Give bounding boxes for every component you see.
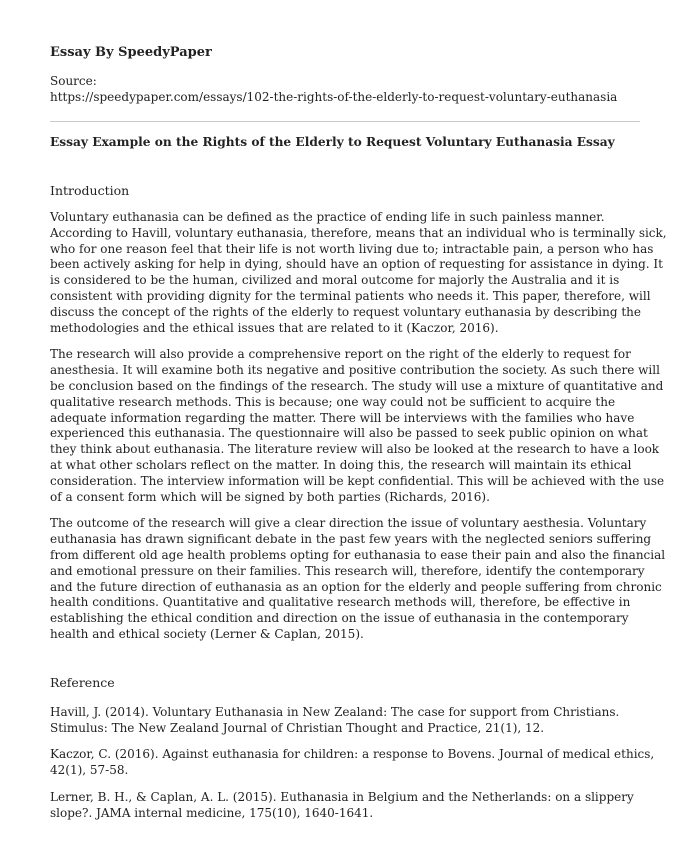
reference-line: Kaczor, C. (2016). Against euthanasia for children: a response to Bovens. Journal of medical ethics, bbox=[50, 747, 655, 762]
paragraph-line: from different old age health problems opting for euthanasia to ease their pain and also the financial bbox=[50, 547, 666, 562]
paragraph-line: consistent with providing dignity for the terminal patients who needs it. This paper, therefore, will bbox=[50, 288, 651, 303]
essay-title: Essay Example on the Rights of the Elderly to Request Voluntary Euthanasia Essay bbox=[50, 135, 615, 149]
paragraph-line: who for one reason feel that their life is not worth living due to; intractable pain, a person who has bbox=[50, 241, 654, 256]
reference-item bbox=[50, 790, 640, 822]
reference-item bbox=[50, 747, 655, 779]
reference-item bbox=[50, 705, 640, 737]
reference-line: slope?. JAMA internal medicine, 175(10), 1640-1641. bbox=[50, 805, 374, 820]
reference-heading: Reference bbox=[50, 674, 115, 690]
brand-title: Essay By SpeedyPaper bbox=[50, 45, 212, 60]
paragraph-line: at what other scholars reflect on the matter. In doing this, the research will maintain its ethical bbox=[50, 457, 632, 472]
paragraph-line: they think about euthanasia. The literature review will also be looked at the research to have a look bbox=[50, 442, 660, 457]
paragraph-line: According to Havill, voluntary euthanasia, therefore, means that an individual who is terminally sick, bbox=[50, 225, 667, 240]
document-page bbox=[50, 44, 667, 833]
paragraph-3 bbox=[50, 516, 666, 642]
paragraph-line: of a consent form which will be signed by both parties (Richards, 2016). bbox=[50, 489, 490, 504]
reference-line: Lerner, B. H., & Caplan, A. L. (2015). Euthanasia in Belgium and the Netherlands: on a slippery bbox=[50, 789, 634, 804]
source-label: Source: bbox=[50, 74, 97, 88]
header-divider bbox=[50, 121, 640, 122]
intro-heading: Introduction bbox=[50, 183, 130, 198]
paragraph-line: establishing the ethical condition and direction on the issue of euthanasia in the contemporary bbox=[50, 611, 629, 626]
paragraph-line: is considered to be the human, civilized and moral outcome for majorly the Australia and it is bbox=[50, 273, 620, 288]
paragraph-line: consideration. The interview information will be kept confidential. This will be achieved with the use bbox=[50, 473, 665, 488]
paragraph-1 bbox=[50, 210, 667, 336]
paragraph-line: The research will also provide a comprehensive report on the right of the elderly to request for bbox=[50, 347, 631, 362]
reference-line: Stimulus: The New Zealand Journal of Christian Thought and Practice, 21(1), 12. bbox=[50, 720, 545, 735]
paragraph-line: health conditions. Quantitative and qualitative research methods will, therefore, be effective in bbox=[50, 595, 631, 610]
paragraph-line: discuss the concept of the rights of the elderly to request voluntary euthanasia by describing the bbox=[50, 304, 642, 319]
paragraph-line: euthanasia has drawn significant debate in the past few years with the neglected seniors suffering bbox=[50, 532, 652, 547]
paragraph-line: be conclusion based on the findings of the research. The study will use a mixture of quantitative and bbox=[50, 378, 664, 393]
paragraph-line: The outcome of the research will give a clear direction the issue of voluntary aesthesia. Voluntary bbox=[50, 516, 647, 531]
paragraph-line: experienced this euthanasia. The questionnaire will also be passed to seek public opinion on what bbox=[50, 426, 648, 441]
reference-line: 42(1), 57-58. bbox=[50, 763, 129, 778]
source-url[interactable]: https://speedypaper.com/essays/102-the-rights-of-the-elderly-to-request-voluntary-euthanasia bbox=[50, 90, 618, 104]
paragraph-line: and emotional pressure on their families. This research will, therefore, identify the contemporary bbox=[50, 563, 645, 578]
paragraph-2 bbox=[50, 347, 665, 505]
paragraph-line: and the future direction of euthanasia as an option for the elderly and people suffering from chronic bbox=[50, 579, 662, 594]
paragraph-line: been actively asking for help in dying, should have an option of requesting for assistance in dying. It bbox=[50, 257, 663, 272]
paragraph-line: adequate information regarding the matter. There will be interviews with the families who have bbox=[50, 410, 635, 425]
reference-line: Havill, J. (2014). Voluntary Euthanasia in New Zealand: The case for support from Christians. bbox=[50, 704, 620, 719]
paragraph-line: health and ethical society (Lerner & Caplan, 2015). bbox=[50, 626, 364, 641]
paragraph-line: methodologies and the ethical issues that are related to it (Kaczor, 2016). bbox=[50, 320, 499, 335]
paragraph-line: Voluntary euthanasia can be defined as the practice of ending life in such painless manner. bbox=[50, 210, 605, 224]
paragraph-line: anesthesia. It will examine both its negative and positive contribution the society. As such there will bbox=[50, 363, 660, 378]
paragraph-line: qualitative research methods. This is because; one way could not be sufficient to acquire the bbox=[50, 394, 616, 409]
